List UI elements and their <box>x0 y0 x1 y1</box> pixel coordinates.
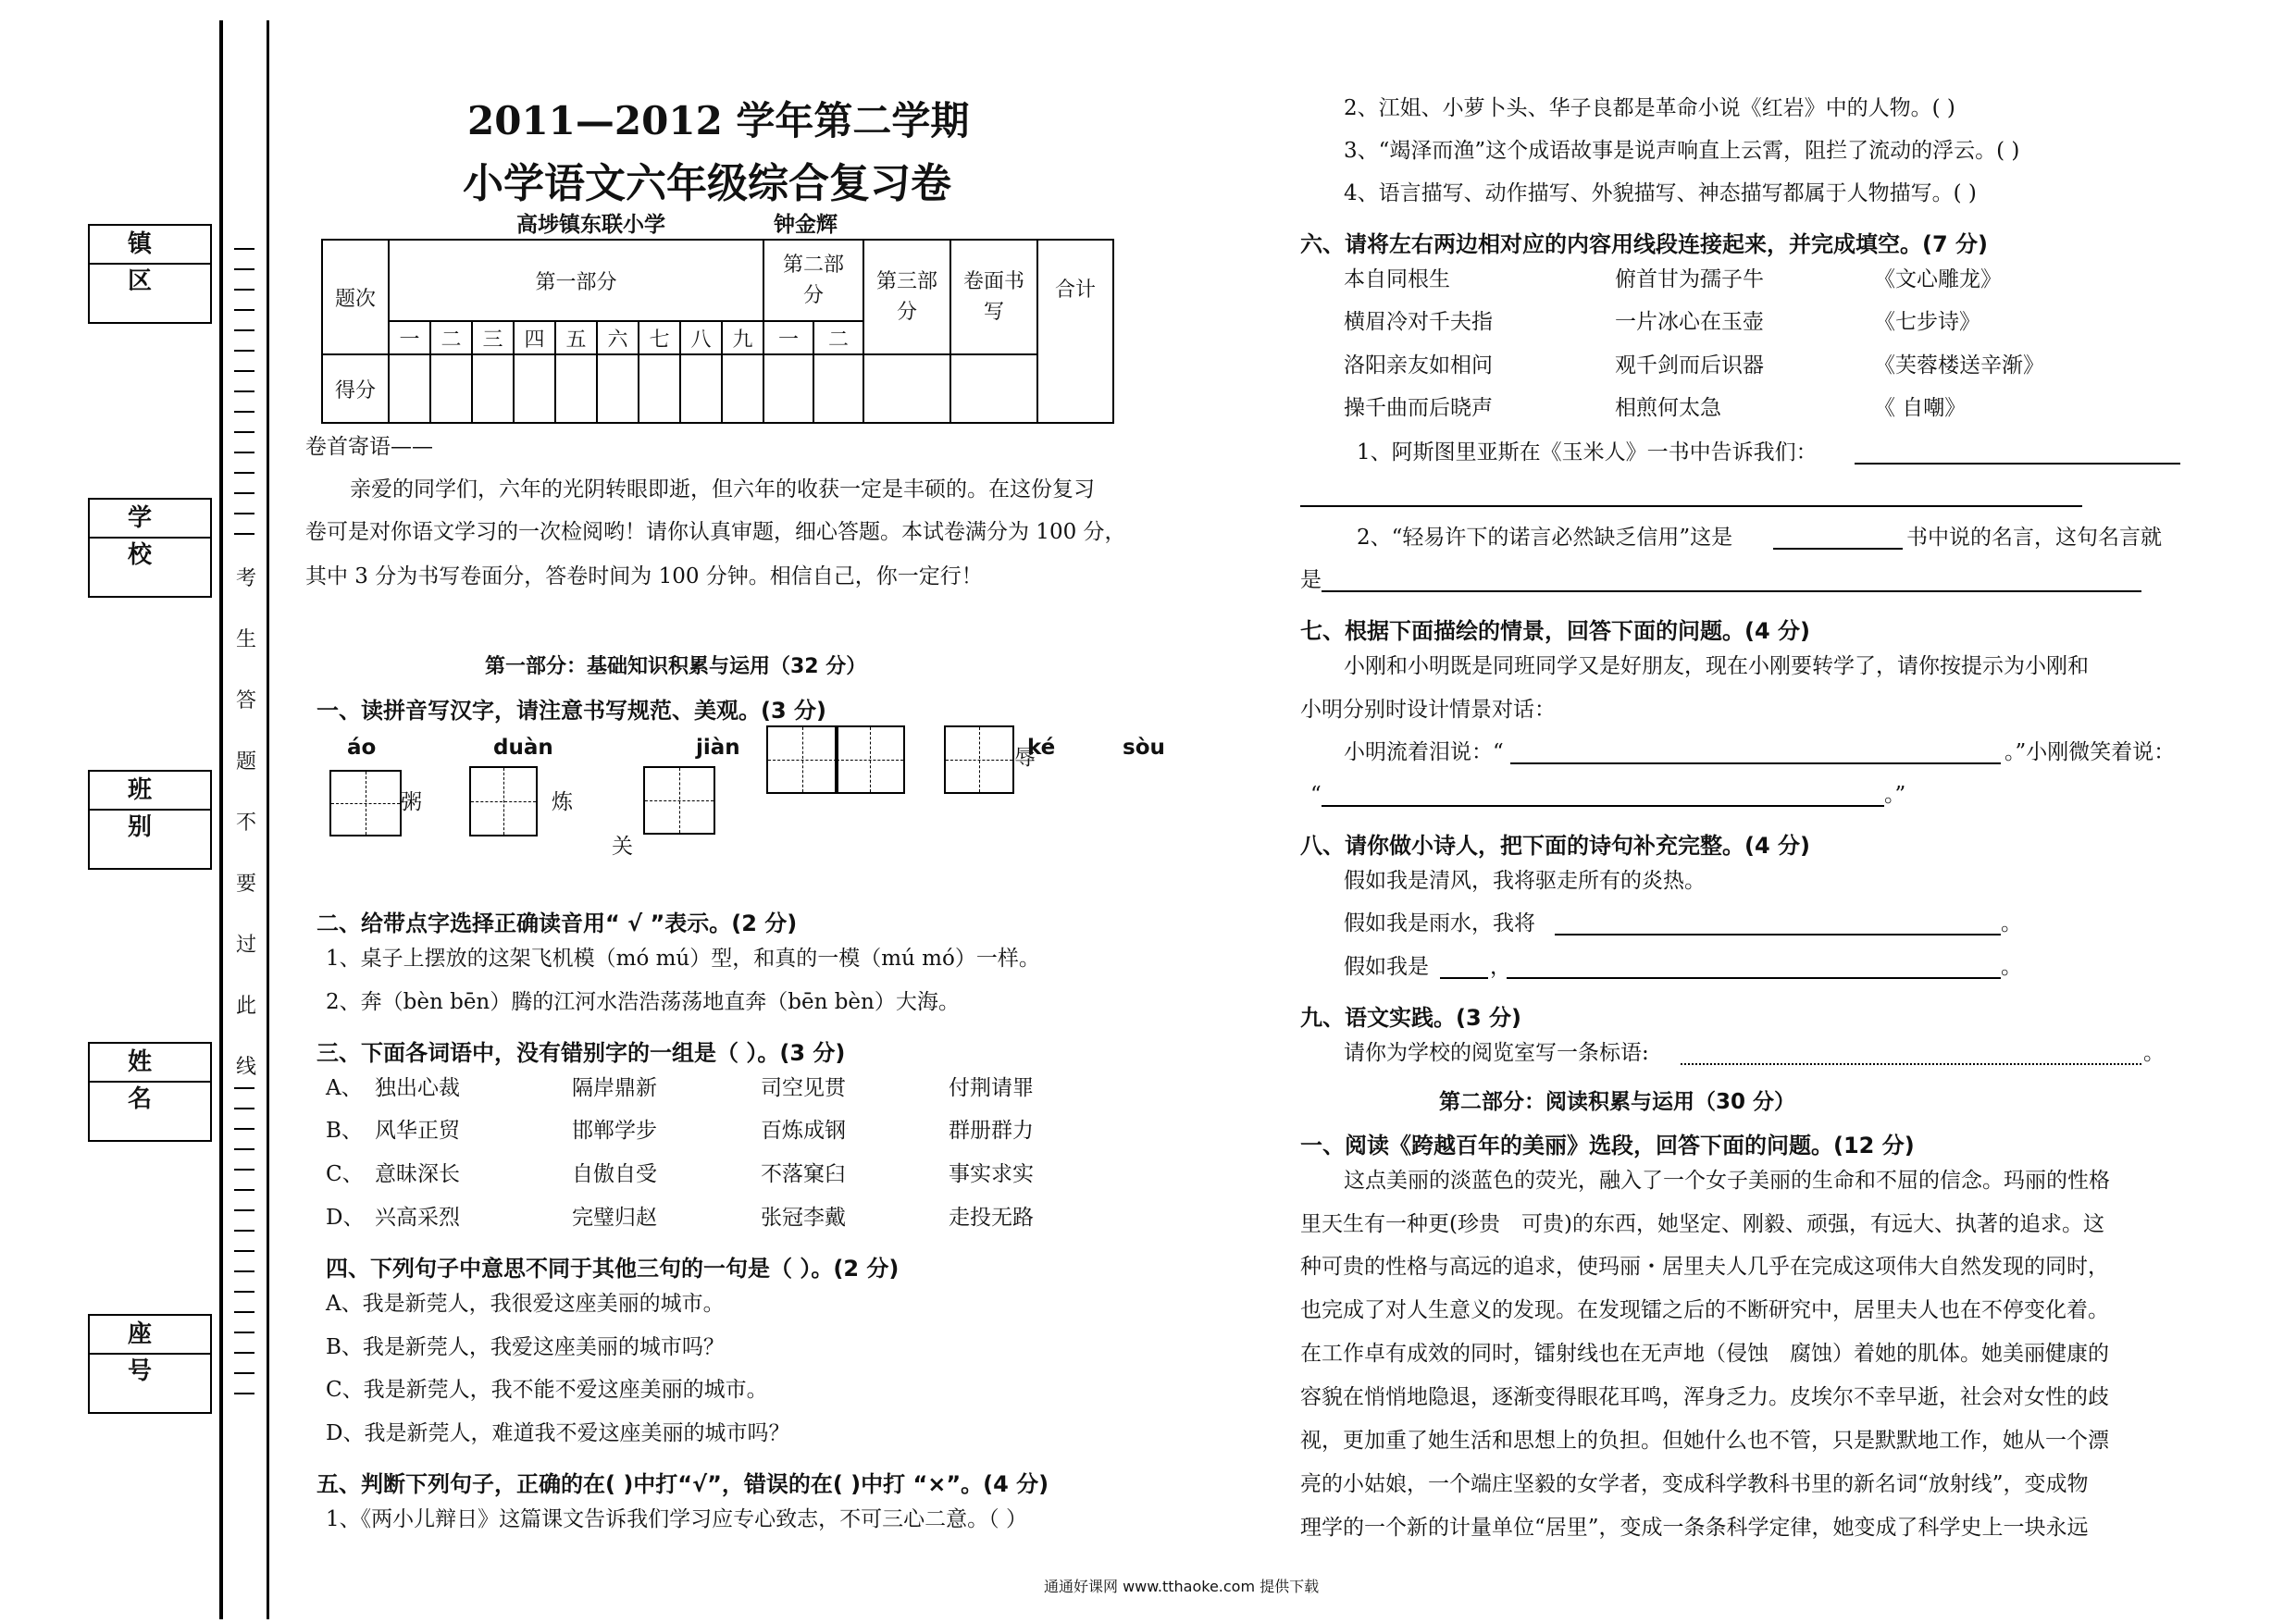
q2-line: 2、奔（bèn bēn）腾的江河水浩浩荡荡地直奔（bēn bèn）大海。 <box>326 990 960 1014</box>
q3-word: 张冠李戴 <box>761 1206 846 1230</box>
page-title-line1: 2011—2012 学年第二学期 <box>467 98 970 143</box>
score-subcol: 七 <box>639 321 680 354</box>
q3-word: 付荆请罪 <box>949 1076 1034 1100</box>
q3-word: 群册群力 <box>949 1119 1034 1143</box>
side-box-class <box>88 770 217 870</box>
q2-line: 1、桌子上摆放的这架飞机模（mó mú）型，和真的一模（mú mó）一样。 <box>326 947 1040 971</box>
q3-word: 不落窠臼 <box>761 1162 846 1186</box>
preface-line: 其中 3 分为书写卷面分，答卷时间为 100 分钟。相信自己，你一定行！ <box>305 564 983 588</box>
score-subcol: 四 <box>514 321 555 354</box>
passage-line: 在工作卓有成效的同时，镭射线也在无声地（侵蚀 腐蚀）着她的肌体。她美丽健康的 <box>1300 1342 2109 1366</box>
q3-word: 百炼成钢 <box>761 1119 846 1143</box>
writing-box[interactable] <box>835 725 905 794</box>
score-row-label: 题次 <box>322 240 389 354</box>
score-subcol: 一 <box>389 321 430 354</box>
q6-fill2-label: 2、“轻易许下的诺言必然缺乏信用”这是 <box>1357 526 1733 550</box>
score-cell[interactable] <box>597 354 639 423</box>
passage-line: 亮的小姑娘，一个端庄坚毅的女学者，变成科学教科书里的新名词“放射线”，变成物 <box>1300 1472 2089 1496</box>
score-cell[interactable] <box>722 354 763 423</box>
q3-word: 风华正贸 <box>375 1119 460 1143</box>
page-title-line2: 小学语文六年级综合复习卷 <box>463 160 951 207</box>
writing-box[interactable] <box>766 725 838 794</box>
score-table <box>321 239 1114 424</box>
q9-heading: 九、语文实践。(3 分) <box>1300 1005 1521 1031</box>
passage-line: 容貌在悄悄地隐退，逐渐变得眼花耳鸣，浑身乏力。皮埃尔不幸早逝，社会对女性的歧 <box>1300 1385 2109 1409</box>
seal-char: 此 <box>236 995 257 1018</box>
score-cell[interactable] <box>389 354 430 423</box>
seal-char: 线 <box>236 1056 257 1079</box>
preface-title: 卷首寄语—— <box>305 435 433 459</box>
q8-text: 假如我是雨水，我将 <box>1344 911 1535 935</box>
seal-char: 考 <box>236 567 257 590</box>
side-box-town <box>88 224 217 324</box>
q2-heading: 二、给带点字选择正确读音用“ √ ”表示。(2 分) <box>316 911 798 936</box>
score-cell[interactable] <box>863 354 950 423</box>
footer-credit: 通通好课网 www.tthaoke.com 提供下载 <box>1044 1578 1320 1595</box>
q1-heading: 一、读拼音写汉字，请注意书写规范、美观。(3 分) <box>316 698 826 724</box>
q9-blank[interactable] <box>1681 1063 2141 1065</box>
score-cell[interactable] <box>555 354 597 423</box>
q6-fill1-label: 1、阿斯图里亚斯在《玉米人》一书中告诉我们： <box>1357 440 1818 465</box>
part1-heading: 第一部分：基础知识积累与运用（32 分） <box>485 655 867 678</box>
q8-blank[interactable] <box>1507 977 2001 979</box>
q7-heading: 七、根据下面描绘的情景，回答下面的问题。(4 分) <box>1300 618 1810 644</box>
q3-word: 意昧深长 <box>375 1162 460 1186</box>
author-name: 钟金辉 <box>774 213 838 237</box>
side-label: 座 号 <box>90 1316 210 1355</box>
match-right[interactable]: 《文心雕龙》 <box>1874 267 2002 291</box>
q6-fill2-blank2[interactable] <box>1322 590 2141 592</box>
q6-heading: 六、请将左右两边相对应的内容用线段连接起来，并完成填空。(7 分) <box>1300 231 1988 257</box>
q8-text: 。 <box>2001 911 2022 935</box>
q6-fill2-blank[interactable] <box>1773 548 1903 550</box>
score-row-label: 得分 <box>322 354 389 423</box>
side-label: 姓 名 <box>90 1044 210 1083</box>
binding-line-inner <box>267 20 269 1619</box>
pinyin: áo <box>347 736 377 760</box>
q5-heading: 五、判断下列句子，正确的在( )中打“√”，错误的在( )中打 “×”。(4 分) <box>316 1471 1049 1497</box>
hanzi: 粥 <box>401 790 422 814</box>
pinyin: sòu <box>1123 736 1165 760</box>
match-right[interactable]: 《芙蓉楼送辛渐》 <box>1874 353 2044 378</box>
preface-line: 卷可是对你语文学习的一次检阅哟！请你认真审题，细心答题。本试卷满分为 100 分， <box>305 520 1126 544</box>
score-subcol: 三 <box>472 321 514 354</box>
score-subcol: 五 <box>555 321 597 354</box>
q8-blank[interactable] <box>1440 977 1488 979</box>
side-label: 学 校 <box>90 500 210 539</box>
q8-blank[interactable] <box>1555 934 2001 935</box>
seal-char: 不 <box>236 812 257 835</box>
writing-box[interactable] <box>944 725 1014 794</box>
q3-word: 司空见贯 <box>761 1076 846 1100</box>
score-cell[interactable] <box>950 354 1037 423</box>
q6-fill1-blank2[interactable] <box>1300 505 2082 507</box>
score-cell[interactable] <box>472 354 514 423</box>
q3-word: 独出心裁 <box>375 1076 460 1100</box>
seal-char: 过 <box>236 934 257 957</box>
score-subcol: 二 <box>430 321 472 354</box>
school-name: 高埗镇东联小学 <box>516 213 665 237</box>
q7-text: 。”小刚微笑着说： <box>2004 740 2176 764</box>
score-part1-header: 第一部分 <box>389 240 763 321</box>
score-writing-header: 卷面书写 <box>950 240 1037 354</box>
q4-option[interactable]: B、我是新莞人，我爱这座美丽的城市吗？ <box>326 1335 725 1359</box>
q3-word: 兴高采烈 <box>375 1206 460 1230</box>
score-part2-header: 第二部分 <box>763 240 863 321</box>
score-subcol: 一 <box>763 321 813 354</box>
q3-option-letter[interactable]: A、 <box>326 1076 363 1100</box>
side-label: 班 别 <box>90 772 210 811</box>
match-mid[interactable]: 相煎何太急 <box>1615 396 1721 420</box>
score-subcol: 六 <box>597 321 639 354</box>
match-left[interactable]: 操千曲而后晓声 <box>1344 396 1493 420</box>
q5-line: 4、语言描写、动作描写、外貌描写、神态描写都属于人物描写。( ) <box>1344 181 1977 205</box>
part2-q1-heading: 一、阅读《跨越百年的美丽》选段，回答下面的问题。(12 分) <box>1300 1133 1915 1158</box>
score-cell[interactable] <box>639 354 680 423</box>
q3-word: 走投无路 <box>949 1206 1034 1230</box>
q3-word: 完璧归赵 <box>572 1206 657 1230</box>
seal-char: 题 <box>236 750 257 774</box>
score-cell[interactable] <box>680 354 722 423</box>
q8-text: 假如我是 <box>1344 955 1429 979</box>
side-box-school <box>88 498 217 598</box>
q3-word: 自傲自受 <box>572 1162 657 1186</box>
score-part3-header: 第三部分 <box>863 240 950 354</box>
side-box-seat <box>88 1314 217 1414</box>
score-cell[interactable] <box>430 354 472 423</box>
pinyin: duàn <box>493 736 553 760</box>
match-left[interactable]: 本自同根生 <box>1344 267 1450 291</box>
q3-option-letter[interactable]: B、 <box>326 1119 363 1143</box>
hanzi: 辱 <box>1014 746 1036 770</box>
match-right[interactable]: 《七步诗》 <box>1874 310 1980 334</box>
q6-fill1-blank[interactable] <box>1855 463 2180 465</box>
q5-line: 2、江姐、小萝卜头、华子良都是革命小说《红岩》中的人物。( ) <box>1344 96 1955 120</box>
q6-fill2-label-b: 书中说的名言，这句名言就 <box>1906 526 2162 550</box>
q8-heading: 八、请你做小诗人，把下面的诗句补充完整。(4 分) <box>1300 833 1810 859</box>
q7-text: 。” <box>1884 783 1906 807</box>
match-left[interactable]: 洛阳亲友如相问 <box>1344 353 1493 378</box>
q4-option[interactable]: A、我是新莞人，我很爱这座美丽的城市。 <box>326 1292 725 1316</box>
q7-blank-gang[interactable] <box>1322 805 1884 807</box>
q4-option[interactable]: C、我是新莞人，我不能不爱这座美丽的城市。 <box>326 1378 768 1402</box>
q3-word: 邯郸学步 <box>572 1119 657 1143</box>
score-subcol: 二 <box>813 321 863 354</box>
q7-blank-ming[interactable] <box>1510 762 2001 764</box>
q9-text-end: 。 <box>2143 1041 2165 1065</box>
writing-box[interactable] <box>329 770 402 836</box>
q7-text: “ <box>1310 783 1322 807</box>
q3-option-letter[interactable]: C、 <box>326 1162 364 1186</box>
q4-heading: 四、下列句子中意思不同于其他三句的一句是（ ）。(2 分) <box>326 1256 900 1282</box>
match-mid[interactable]: 观千剑而后识器 <box>1615 353 1764 378</box>
score-cell[interactable] <box>813 354 863 423</box>
q7-text: 小明流着泪说：“ <box>1344 740 1504 764</box>
match-mid[interactable]: 一片冰心在玉壶 <box>1615 310 1764 334</box>
match-left[interactable]: 横眉冷对千夫指 <box>1344 310 1493 334</box>
hanzi: 关 <box>612 835 633 859</box>
q5-line: 1、《两小儿辩日》这篇课文告诉我们学习应专心致志，不可三心二意。（ ） <box>326 1507 1027 1531</box>
q9-text: 请你为学校的阅览室写一条标语: <box>1344 1041 1649 1065</box>
side-box-name <box>88 1042 217 1142</box>
q3-word: 事实求实 <box>949 1162 1034 1186</box>
seal-char: 生 <box>236 628 257 651</box>
seal-char: 答 <box>236 689 257 712</box>
q7-text: 小刚和小明既是同班同学又是好朋友，现在小刚要转学了，请你按提示为小刚和 <box>1344 654 2089 678</box>
q3-option-letter[interactable]: D、 <box>326 1206 365 1230</box>
q6-fill2-label-c: 是 <box>1300 568 1322 592</box>
q8-text: 假如我是清风，我将驱走所有的炎热。 <box>1344 869 1706 893</box>
q3-heading: 三、下面各词语中，没有错别字的一组是（ ）。(3 分) <box>316 1040 846 1066</box>
passage-line: 种可贵的性格与高远的追求，使玛丽・居里夫人几乎在完成这项伟大自然发现的同时， <box>1300 1255 2109 1279</box>
score-subcol: 八 <box>680 321 722 354</box>
part2-heading: 第二部分：阅读积累与运用（30 分） <box>1439 1090 1796 1114</box>
q8-text: 。 <box>2001 955 2022 979</box>
writing-box[interactable] <box>469 766 538 836</box>
pinyin: ké <box>1027 736 1056 760</box>
binding-line-outer <box>219 20 223 1619</box>
score-subcol: 九 <box>722 321 763 354</box>
q3-word: 隔岸鼎新 <box>572 1076 657 1100</box>
passage-line: 理学的一个新的计量单位“居里”，变成一条条科学定律，她变成了科学史上一块永远 <box>1300 1516 2089 1540</box>
passage-line: 里天生有一种更(珍贵 可贵)的东西，她坚定、刚毅、顽强，有远大、执著的追求。这 <box>1300 1212 2104 1236</box>
match-right[interactable]: 《 自嘲》 <box>1874 396 1967 420</box>
q4-option[interactable]: D、我是新莞人，难道我不爱这座美丽的城市吗？ <box>326 1421 790 1445</box>
passage-line: 也完成了对人生意义的发现。在发现镭之后的不断研究中，居里夫人也在不停变化着。 <box>1300 1298 2109 1322</box>
q5-line: 3、“竭泽而渔”这个成语故事是说声响直上云霄，阻拦了流动的浮云。( ) <box>1344 139 2020 163</box>
passage-line: 视，更加重了她生活和思想上的负担。但她什么也不管，只是默默地工作，她从一个漂 <box>1300 1429 2109 1453</box>
score-total-header: 合计 <box>1037 240 1113 423</box>
score-cell[interactable] <box>514 354 555 423</box>
writing-box[interactable] <box>643 766 715 835</box>
passage-line: 这点美丽的淡蓝色的荧光，融入了一个女子美丽的生命和不屈的信念。玛丽的性格 <box>1344 1169 2110 1193</box>
match-mid[interactable]: 俯首甘为孺子牛 <box>1615 267 1764 291</box>
side-label: 镇 区 <box>90 226 210 265</box>
q7-text: 小明分别时设计情景对话： <box>1300 698 1556 722</box>
pinyin: jiàn <box>696 736 740 760</box>
score-cell[interactable] <box>763 354 813 423</box>
seal-char: 要 <box>236 873 257 896</box>
preface-line: 亲爱的同学们，六年的光阴转眼即逝，但六年的收获一定是丰硕的。在这份复习 <box>350 477 1095 502</box>
q8-text: ， <box>1490 955 1511 979</box>
hanzi: 炼 <box>552 790 573 814</box>
